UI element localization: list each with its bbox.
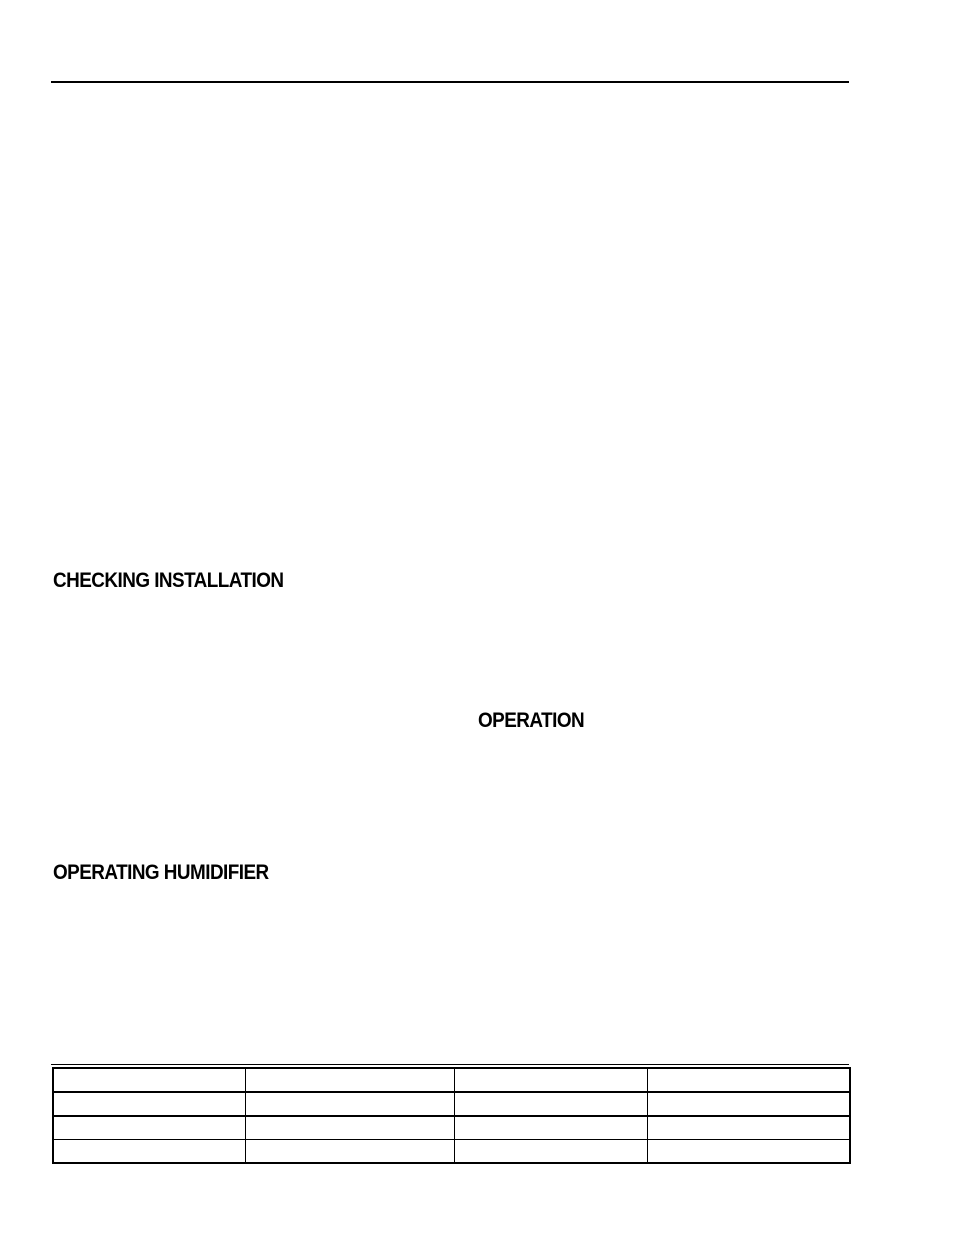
- table-cell: [53, 1092, 245, 1116]
- table-cell: [53, 1140, 245, 1164]
- table-cell: [245, 1092, 454, 1116]
- table-row: [53, 1116, 850, 1140]
- table-cell: [454, 1116, 647, 1140]
- data-table: [52, 1067, 851, 1164]
- table-cell: [245, 1116, 454, 1140]
- table-row: [53, 1092, 850, 1116]
- table-row: [53, 1068, 850, 1092]
- table-cell: [454, 1068, 647, 1092]
- table-cell: [647, 1140, 850, 1164]
- table-cell: [245, 1140, 454, 1164]
- section-heading-checking-installation: CHECKING INSTALLATION: [53, 569, 284, 592]
- table-cell: [647, 1068, 850, 1092]
- table-cell: [454, 1140, 647, 1164]
- table-cell: [647, 1116, 850, 1140]
- table-top-rule: [51, 1064, 849, 1065]
- table-cell: [245, 1068, 454, 1092]
- table-cell: [53, 1068, 245, 1092]
- table-row: [53, 1140, 850, 1164]
- section-heading-operation: OPERATION: [478, 709, 585, 732]
- header-rule: [51, 81, 849, 83]
- table-cell: [647, 1092, 850, 1116]
- section-heading-operating-humidifier: OPERATING HUMIDIFIER: [53, 861, 269, 884]
- table-cell: [454, 1092, 647, 1116]
- table-cell: [53, 1116, 245, 1140]
